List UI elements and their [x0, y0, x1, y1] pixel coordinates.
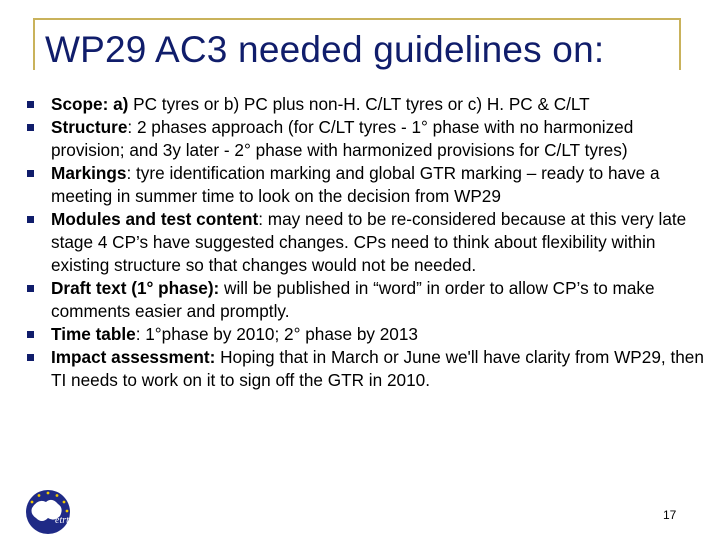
bullet-item — [25, 93, 705, 116]
etrto-logo — [24, 488, 72, 536]
bullet-label: Modules and test content — [51, 209, 259, 229]
page-number: 17 — [663, 508, 677, 522]
bullet-item — [25, 116, 705, 162]
square-bullet-icon — [27, 170, 34, 177]
bullet-label: Draft text (1° phase): — [51, 278, 220, 298]
square-bullet-icon — [27, 124, 34, 131]
bullet-item — [25, 277, 705, 323]
square-bullet-icon — [27, 331, 34, 338]
bullet-text: will be published in “word” in order to allow CP’s to make comments easier and promptly. — [51, 278, 655, 321]
bullet-text: PC tyres or b) PC plus non-H. C/LT tyres or c) H. PC & C/LT — [128, 94, 590, 114]
bullet-text: Hoping that in March or June we'll have clarity from WP29, then TI needs to work on it to sign off the GTR in 2010. — [51, 347, 704, 390]
bullet-label: Scope: a) — [51, 94, 129, 114]
bullet-item — [25, 346, 705, 392]
bullet-text: : 1°phase by 2010; 2° phase by 2013 — [135, 324, 418, 344]
bullet-label: Impact assessment: — [51, 347, 216, 367]
square-bullet-icon — [27, 216, 34, 223]
bullet-text: : tyre identification marking and global GTR marking – ready to have a meeting in summer time to look on the decision from WP29 — [51, 163, 660, 206]
bullet-text: : 2 phases approach (for C/LT tyres - 1° phase with no harmonized provision; and 3y later - 2° phase with harmonized provisions for C/LT tyres) — [51, 117, 634, 160]
slide-title: WP29 AC3 needed guidelines on: — [45, 29, 605, 70]
bullet-label: Time table — [51, 324, 136, 344]
square-bullet-icon — [27, 101, 34, 108]
bullet-item — [25, 208, 705, 277]
square-bullet-icon — [27, 285, 34, 292]
bullet-label: Structure — [51, 117, 128, 137]
bullet-item — [25, 323, 705, 346]
bullet-label: Markings — [51, 163, 127, 183]
bullet-list — [25, 93, 705, 392]
logo-text: etrto — [55, 515, 74, 526]
square-bullet-icon — [27, 354, 34, 361]
bullet-text: : may need to be re-considered because at this very late stage 4 CP’s have suggested changes. CPs need to think about flexibility within existing structure so that changes would not be needed. — [51, 209, 687, 275]
bullet-item — [25, 162, 705, 208]
